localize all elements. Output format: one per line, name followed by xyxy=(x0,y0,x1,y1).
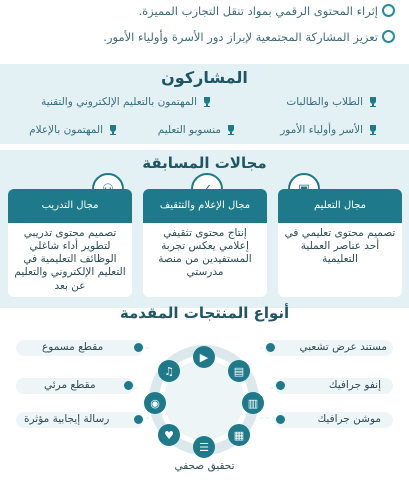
headphones-icon: ♫ xyxy=(158,360,180,382)
briefcase-icon: ▦ xyxy=(228,424,250,446)
product-dot xyxy=(134,343,143,352)
trophy-icon xyxy=(367,96,379,108)
participant-item xyxy=(280,124,379,136)
goal-line-1 xyxy=(138,4,395,18)
product-label: مستند عرض تشعبي xyxy=(299,341,387,353)
bullet-icon xyxy=(382,30,395,43)
heart-icon: ♥ xyxy=(158,424,180,446)
video-icon: ▶ xyxy=(193,346,215,368)
product-dot xyxy=(276,381,285,390)
bullet-icon xyxy=(382,4,395,17)
field-card-title: مجال الإعلام والتثقيف xyxy=(143,189,267,223)
participant-label: الطلاب والطالبات xyxy=(286,96,363,108)
participant-label: منسوبو التعليم xyxy=(157,124,221,136)
newspaper-icon: ☰ xyxy=(193,436,215,458)
participant-label: المهتمون بالإعلام xyxy=(29,124,103,136)
field-card-title: مجال التدريب xyxy=(8,189,132,223)
product-dot xyxy=(276,415,285,424)
trophy-icon xyxy=(225,124,237,136)
trophy-icon xyxy=(367,124,379,136)
chart-icon: ▥ xyxy=(242,392,264,414)
field-card-title: مجال التعليم xyxy=(278,189,402,223)
product-dot xyxy=(134,415,143,424)
trophy-icon xyxy=(107,124,119,136)
products-title: أنواع المنتجات المقدمة xyxy=(119,304,290,322)
participant-item xyxy=(29,124,119,136)
participant-label: الأسر وأولياء الأمور xyxy=(280,124,363,136)
participant-item xyxy=(41,96,213,108)
field-card-body: تصميم محتوى تعليمي في أحد عناصر العملية التعليمية xyxy=(284,227,396,266)
product-label: مقطع مرئي xyxy=(44,379,96,391)
field-card-training xyxy=(8,189,132,297)
field-card-body: إنتاج محتوى تثقيفي إعلامي يعكس تجربة المستفيدين من منصة مدرستي xyxy=(158,227,252,279)
product-label: إنفو جرافيك xyxy=(328,379,381,391)
product-dot xyxy=(266,343,275,352)
participant-item xyxy=(158,124,237,136)
goal-text-2: تعزيز المشاركة المجتمعية لإبراز دور الأسرة وأولياء الأمور. xyxy=(103,30,378,44)
product-dot xyxy=(124,381,133,390)
product-label: موشن جرافيك xyxy=(317,413,381,425)
product-label: مقطع مسموع xyxy=(42,341,104,353)
participant-label: المهتمون بالتعليم الإلكتروني والتقنية xyxy=(41,96,197,108)
goal-line-2 xyxy=(103,30,395,44)
goal-text-1: إثراء المحتوى الرقمي بمواد تنقل التجارب المميزة. xyxy=(138,4,378,18)
participants-title: المشاركون xyxy=(161,68,248,87)
product-label-bottom: تحقيق صحفي xyxy=(174,460,235,472)
document-icon: ▤ xyxy=(228,360,250,382)
fields-title: مجالات المسابقة xyxy=(142,154,267,172)
participant-item xyxy=(286,96,379,108)
field-card-education xyxy=(278,189,402,297)
camera-icon: ◉ xyxy=(144,392,166,414)
trophy-icon xyxy=(201,96,213,108)
field-card-body: تصميم محتوى تدريبي لتطوير أداء شاغلي الوظائف التعليمية في التعليم الإلكتروني والتعليم عن بعد xyxy=(14,227,126,292)
product-label: رسالة إيجابية مؤثرة xyxy=(24,413,110,425)
field-card-media xyxy=(143,189,267,297)
